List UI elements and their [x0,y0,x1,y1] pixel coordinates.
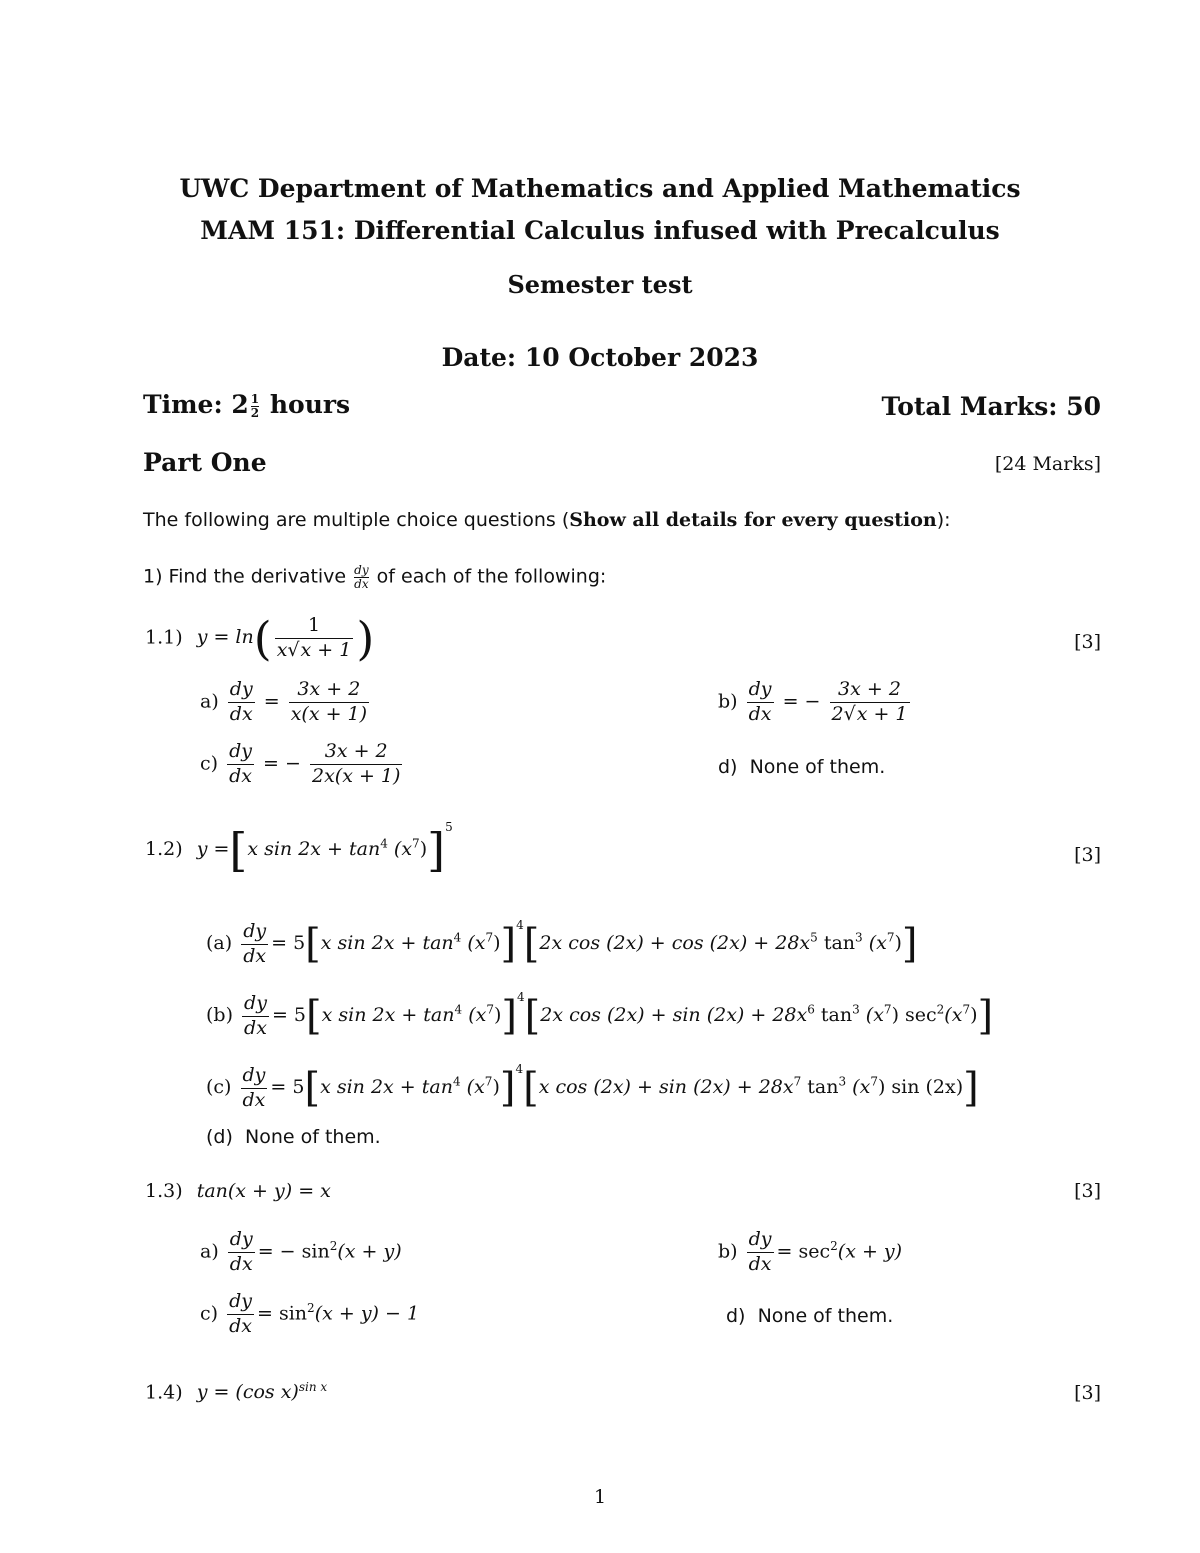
option-1-3-d [726,1305,893,1327]
option-label: c) [200,752,219,775]
option-1-2-c: (c) $\frac{dy}{dx}$ = 5[x $\sin 2x + \tan^4 (x^7)]^4[x$ $\cos (2x) + \sin (2x) + 28x^7$ $\tan^3 (x^7)$ sin (2x)] [206,1062,979,1111]
left-paren: ( [253,611,272,666]
total-marks: Total Marks: 50 [881,392,1101,421]
dy-dx-fraction: $\frac{dy}{dx}$ [748,678,772,725]
question-equation: tan(x + y) = x [196,1180,331,1202]
option-fraction: $\frac{3x + 2}{x(x + 1)}$ [290,678,368,725]
dy-dx-fraction: $\frac{dy}{dx}$ [229,1228,253,1275]
question-1-4 [145,1380,327,1403]
instructions [143,509,951,531]
option-text: None of them. [749,756,886,778]
department-title: UWC Department of Mathematics and Applied Mathematics [179,174,1021,203]
question-label: 1.4) [145,1381,183,1404]
option-label: a) [200,1240,219,1263]
option-label: (c) [206,1076,232,1098]
option-1-3-b: b) $\frac{dy}{dx}$ = $\sec^2(x + y)$ [718,1228,903,1275]
question-exponent: sin x [298,1380,328,1394]
option-label: a) [200,690,219,713]
option-1-3-c: c) $\frac{dy}{dx}$ = $\sin^2(x + y) - 1$ [200,1290,420,1337]
instructions-prefix: The following are multiple choice questions ( [143,509,570,531]
dy-dx-fraction: $\frac{dy}{dx}$ [229,678,253,725]
dy-dx-fraction: $\frac{dy}{dx}$ [242,1063,266,1111]
part-title: Part One [143,448,267,477]
test-duration [143,390,350,420]
test-type: Semester test [507,270,693,299]
option-label: d) [726,1305,746,1327]
question-1-4-marks: [3] [1074,1382,1101,1404]
question-label: 1.2) [145,838,183,860]
question-1-3-marks: [3] [1074,1180,1101,1202]
option-fraction: $\frac{3x + 2}{2x(x + 1)}$ [311,740,401,787]
time-fraction: $\frac{1}{2}$ [250,392,260,420]
question-label: 1.1) [145,626,183,649]
option-1-3-a: a) $\frac{dy}{dx}$ = − $\sin^2(x + y)$ [200,1228,402,1275]
right-paren: ) [356,611,375,666]
question-label: 1.3) [145,1180,183,1202]
question-fraction: $\frac{1}{x√x + 1}$ [276,614,352,661]
derivative-notation: $\frac{dy}{dx}$ [354,563,369,591]
option-1-2-a: (a) $\frac{dy}{dx}$ = 5[x $\sin 2x + \tan^4 (x^7)]^4[2x$ $\cos (2x) + \cos (2x) + 28x^5$ $\tan^3 (x^7)$] [206,918,918,967]
option-label: (d) [206,1126,233,1148]
dy-dx-fraction: $\frac{dy}{dx}$ [229,740,253,787]
test-date: Date: 10 October 2023 [441,343,759,372]
question-lhs: y = [196,838,230,860]
option-1-1-c: c) $\frac{dy}{dx}$ = − $\frac{3x + 2}{2x(x + 1)}$ [200,740,401,787]
page-number: 1 [593,1486,607,1508]
left-bracket: [ [229,823,248,877]
question-lhs: y = ln [196,626,254,649]
option-label: (a) [206,932,233,954]
option-1-1-b: b) $\frac{dy}{dx}$ = − $\frac{3x + 2}{2√x + 1}$ [718,678,908,725]
instructions-suffix: ): [936,509,951,531]
option-text: None of them. [757,1305,894,1327]
option-label: (b) [206,1004,233,1026]
option-label: b) [718,1240,738,1263]
option-1-1-d [718,756,885,778]
dy-dx-fraction: $\frac{dy}{dx}$ [243,919,267,967]
right-bracket: ] [427,823,446,877]
option-fraction: $\frac{3x + 2}{2√x + 1}$ [831,678,908,725]
option-1-1-a: a) $\frac{dy}{dx}$ = $\frac{3x + 2}{x(x + 1)}$ [200,678,368,725]
option-label: c) [200,1302,219,1325]
question-1-1-marks: [3] [1074,631,1101,653]
dy-dx-fraction: $\frac{dy}{dx}$ [748,1228,772,1275]
question-1-3 [145,1180,331,1202]
option-1-2-b: (b) $\frac{dy}{dx}$ = 5[x $\sin 2x + \tan^4 (x^7)]^4[2x$ $\cos (2x) + \sin (2x) + 28x^6$ $\tan^3 (x^7)$ $\sec^2(x^7)$] [206,990,994,1039]
question-1-prefix: 1) Find the derivative [143,565,353,588]
question-1-suffix: of each of the following: [370,565,607,588]
course-title: MAM 151: Differential Calculus infused with Precalculus [200,216,1000,245]
time-unit: hours [261,390,351,419]
dy-dx-fraction: $\frac{dy}{dx}$ [244,991,267,1039]
question-1-2-marks: [3] [1074,844,1101,866]
question-1-2: 1.2) y =[x $\sin 2x + \tan^4 (x^7)]^5$ [145,820,453,877]
instructions-bold: Show all details for every question [569,509,937,531]
time-label: Time: 2 [143,390,249,419]
question-1-intro [143,564,606,590]
question-equation: y = (cos x) [196,1381,299,1404]
option-text: None of them. [244,1126,381,1148]
question-1-1 [145,611,375,666]
part-marks: [24 Marks] [994,453,1101,475]
option-1-2-d [206,1126,381,1148]
option-label: d) [718,756,738,778]
dy-dx-fraction: $\frac{dy}{dx}$ [229,1290,253,1337]
option-label: b) [718,690,738,713]
